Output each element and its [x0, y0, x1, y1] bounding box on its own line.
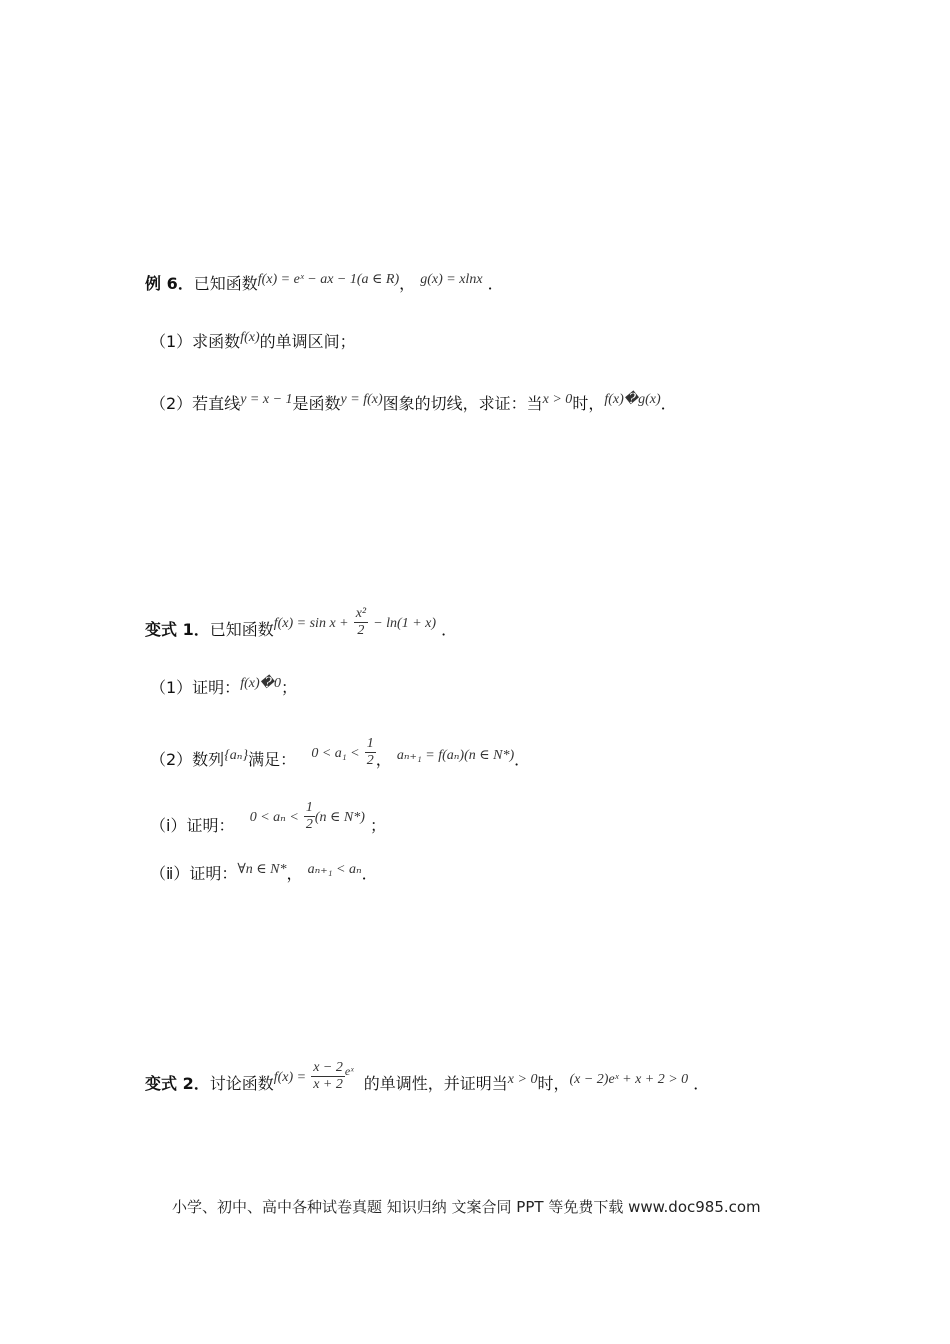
ex6-q2-end: ．	[660, 394, 677, 413]
ex6-q2-cond: x > 0	[542, 392, 573, 407]
var1-q2-end: ．	[514, 750, 531, 769]
ex6-statement	[145, 272, 504, 298]
ex6-f-def: f(x) = eˣ − ax − 1(a ∈ R)	[257, 272, 400, 287]
var1-qi-fraction	[304, 800, 315, 833]
var1-qii-forall: ∀n ∈ N*	[237, 862, 287, 877]
var1-f-right: − ln(1 + x)	[373, 616, 437, 631]
var1-q1-end: ；	[280, 678, 297, 697]
ex6-q1-expr: f(x)	[240, 330, 260, 345]
var1-frac-num: x²	[355, 606, 367, 621]
var2-end: ．	[693, 1074, 710, 1093]
var1-qi-right: (n ∈ N*)	[314, 810, 365, 825]
var1-q1-expr: f(x)�0	[240, 676, 281, 691]
var1-f-fraction	[354, 606, 368, 639]
var1-q2-cond-left: 0 < a₁ <	[311, 746, 360, 761]
page-footer: 小学、初中、高中各种试卷真题 知识归纳 文案合同 PPT 等免费下载 www.doc985.com	[172, 1198, 761, 1216]
var2-f-den: x + 2	[313, 1077, 343, 1092]
ex6-q1-suffix: 的单调区间；	[259, 332, 356, 351]
var2-f-fraction	[311, 1060, 345, 1093]
ex6-q2-mid: 是函数	[292, 394, 341, 413]
var2-cond: x > 0	[507, 1072, 538, 1087]
var1-end: ．	[441, 620, 458, 639]
ex6-q2-ineq: f(x)�g(x)	[604, 392, 661, 407]
var1-qi-prefix: （ⅰ）证明：	[150, 816, 235, 835]
var1-q2-mid: 满足：	[248, 750, 297, 769]
var1-q2-num: 1	[366, 736, 374, 751]
var1-qi-den: 2	[305, 817, 313, 832]
var1-qii-comma: ，	[286, 864, 303, 883]
var1-q2-comma: ，	[375, 750, 392, 769]
var1-qi-num: 1	[305, 800, 313, 815]
var2-f-num: x − 2	[313, 1060, 343, 1075]
var1-qi-end: ；	[370, 816, 387, 835]
ex6-q1-prefix: （1）求函数	[150, 332, 241, 351]
ex6-end: ．	[487, 274, 504, 293]
var1-question-i	[150, 800, 387, 843]
var1-question-1	[150, 676, 297, 702]
var2-ineq: (x − 2)eˣ + x + 2 > 0	[569, 1072, 689, 1087]
var1-f-left: f(x) = sin x +	[273, 616, 349, 631]
var1-frac-den: 2	[357, 623, 365, 638]
ex6-g-def: g(x) = xlnx	[420, 272, 483, 287]
var1-intro: 已知函数	[209, 620, 274, 639]
var1-qii-end: ．	[361, 864, 378, 883]
var2-intro: 讨论函数	[209, 1074, 274, 1093]
ex6-q2-line: y = x − 1	[240, 392, 293, 407]
var1-q1-prefix: （1）证明：	[150, 678, 241, 697]
var2-mid: 的单调性，并证明当	[363, 1074, 508, 1093]
var2-statement	[145, 1060, 710, 1101]
var2-f-exp: eˣ	[344, 1064, 354, 1078]
var1-question-2	[150, 736, 531, 777]
ex6-q2-mid3: 时，	[572, 394, 605, 413]
var1-q2-prefix: （2）数列	[150, 750, 225, 769]
var2-label: 变式 2．	[145, 1074, 210, 1093]
var1-qii-ineq: aₙ₊₁ < aₙ	[307, 862, 362, 877]
ex6-label: 例 6．	[145, 274, 194, 293]
var2-mid2: 时，	[537, 1074, 570, 1093]
var1-qii-prefix: （ⅱ）证明：	[150, 864, 238, 883]
var1-q2-den: 2	[366, 753, 374, 768]
var1-label: 变式 1．	[145, 620, 210, 639]
ex6-q2-prefix: （2）若直线	[150, 394, 241, 413]
var1-qi-left: 0 < aₙ <	[249, 810, 299, 825]
var1-statement	[145, 606, 458, 647]
ex6-question-1	[150, 330, 356, 356]
var2-f-left: f(x) =	[273, 1070, 307, 1085]
ex6-question-2	[150, 392, 677, 418]
var1-q2-seq: {aₙ}	[224, 748, 249, 763]
var1-question-ii	[150, 862, 378, 888]
var1-q2-rec: aₙ₊₁ = f(aₙ)(n ∈ N*)	[396, 748, 515, 763]
ex6-q2-func: y = f(x)	[340, 392, 383, 407]
ex6-intro: 已知函数	[193, 274, 258, 293]
var1-q2-fraction	[365, 736, 376, 769]
ex6-comma: ，	[399, 274, 416, 293]
ex6-q2-mid2: 图象的切线，求证：当	[382, 394, 543, 413]
